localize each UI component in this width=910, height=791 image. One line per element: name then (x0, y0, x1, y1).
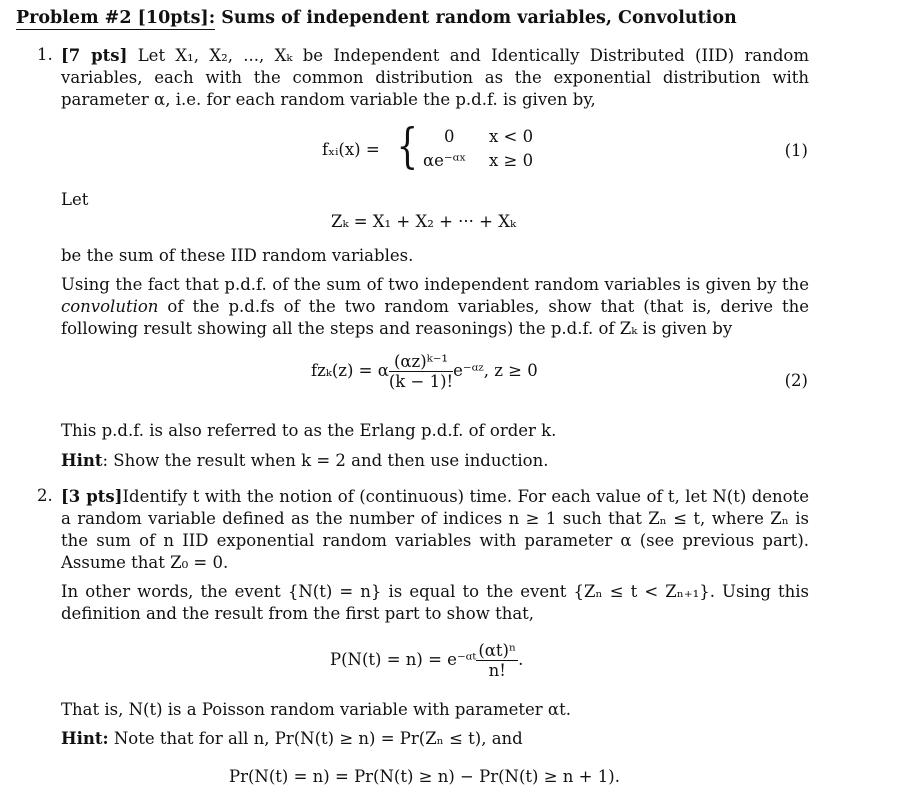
sum-text: be the sum of these IID random variables. (61, 246, 414, 265)
problem-title-label: Problem #2 [10pts]: (16, 8, 216, 28)
part1-number: 1. (37, 45, 53, 64)
eq3-end: . (518, 650, 524, 669)
problem-title (16, 8, 737, 28)
eq2-lhs: fᴢₖ(z) = α (311, 361, 389, 380)
part2-hint (61, 728, 809, 750)
convolution-text-a: Using the fact that p.d.f. of the sum of two independent random variables is given by the (61, 275, 809, 294)
part1-points: [7 pts] (61, 46, 128, 65)
part1-intro-text: Let X₁, X₂, ..., Xₖ be Independent and Identically Distributed (IID) random variables, each with the common distribution as the exponential distribution with parameter α, i.e. for each random variable the p.d.f. is given by, (61, 46, 809, 109)
part1-hint (61, 450, 809, 472)
eq1-case1-condition: x < 0 (489, 127, 534, 146)
eq1-number: (1) (784, 141, 808, 160)
problem-title-text: Sums of independent random variables, Convolution (215, 8, 737, 28)
part2-points: [3 pts] (61, 487, 123, 506)
eq1-case2-condition: x ≥ 0 (489, 151, 534, 170)
part1-hint-label: Hint (61, 451, 103, 470)
eq1-case2-value: αe⁻ᵅˣ (423, 151, 467, 170)
eq2-denominator: (k − 1)! (388, 372, 454, 391)
part2-hint-text: Note that for all n, Pr(N(t) ≥ n) = Pr(Zₙ ≤ t), and (108, 729, 523, 748)
part1-hint-text: : Show the result when k = 2 and then use induction. (102, 451, 549, 470)
poisson-text: That is, N(t) is a Poisson random variable with parameter αt. (61, 700, 571, 719)
part1-intro (61, 45, 809, 111)
eq3-denominator: n! (488, 661, 506, 680)
eq3-fraction (476, 641, 518, 680)
eq2 (311, 352, 538, 391)
convolution-word: convolution (61, 297, 159, 316)
part2-number: 2. (37, 486, 53, 505)
let-text: Let (61, 190, 89, 209)
eq2-fraction (389, 352, 453, 391)
convolution-paragraph (61, 274, 809, 340)
convolution-text-b: of the p.d.fs of the two random variables, show that (that is, derive the following result showing all the steps and reasonings) the p.d.f. of Zₖ is given by (61, 297, 809, 338)
eq1-lhs: fₓᵢ(x) = (322, 140, 380, 159)
eq1-brace: { (396, 118, 418, 174)
eq2-rhs: e⁻ᵅᶻ, z ≥ 0 (453, 361, 538, 380)
eq3-numerator: (αt)ⁿ (478, 641, 517, 660)
part2-intro (61, 486, 809, 574)
part2-hint-label: Hint: (61, 729, 109, 748)
eq1-case1-value: 0 (444, 127, 455, 146)
eq2-numerator: (αz)ᵏ⁻¹ (389, 352, 453, 372)
zk-definition: Zₖ = X₁ + X₂ + ··· + Xₖ (331, 212, 516, 231)
eq3-lhs: P(N(t) = n) = e⁻ᵅᵗ (330, 650, 477, 669)
part2-intro-text: Identify t with the notion of (continuous) time. For each value of t, let N(t) denote a random variable defined as the number of indices n ≥ 1 such that Zₙ ≤ t, where Zₙ is the sum of n IID exponential random variables with parameter α (see previous part). Assume that Z₀ = 0. (61, 487, 809, 572)
eq2-number: (2) (784, 371, 808, 390)
other-words-paragraph: In other words, the event {N(t) = n} is equal to the event {Zₙ ≤ t < Zₙ₊₁}. Using this definition and the result from the first part to show that, (61, 582, 809, 623)
erlang-text: This p.d.f. is also referred to as the Erlang p.d.f. of order k. (61, 421, 557, 440)
final-equation: Pr(N(t) = n) = Pr(N(t) ≥ n) − Pr(N(t) ≥ n + 1). (229, 767, 620, 786)
eq3 (330, 641, 523, 680)
